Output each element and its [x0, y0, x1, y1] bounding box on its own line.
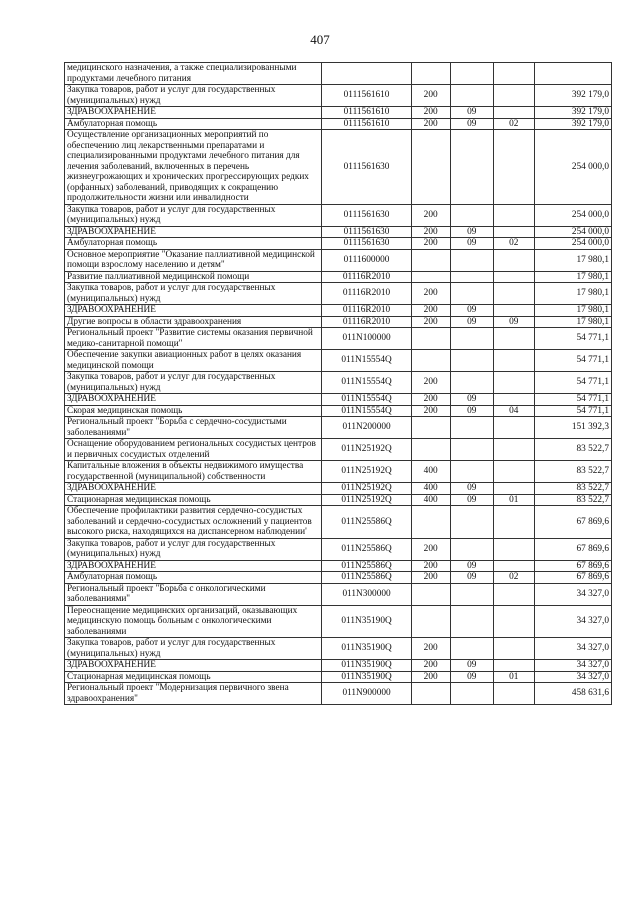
row-subsection	[493, 417, 534, 439]
row-subsection	[493, 660, 534, 672]
row-section	[450, 283, 493, 305]
table-row	[65, 316, 612, 328]
table-row	[65, 305, 612, 317]
row-subsection: 02	[493, 572, 534, 584]
table-row	[65, 461, 612, 483]
page-number: 407	[310, 32, 330, 47]
row-name: Амбулаторная помощь	[65, 118, 322, 130]
row-expense-type: 200	[411, 316, 450, 328]
table-row	[65, 249, 612, 271]
row-amount: 54 771,1	[534, 372, 611, 394]
row-expense-type: 200	[411, 238, 450, 250]
row-subsection	[493, 328, 534, 350]
row-amount: 254 000,0	[534, 226, 611, 238]
table-row	[65, 118, 612, 130]
row-name: ЗДРАВООХРАНЕНИЕ	[65, 305, 322, 317]
row-target-code: 011N15554Q	[322, 405, 411, 417]
row-section	[450, 538, 493, 560]
row-expense-type: 200	[411, 305, 450, 317]
row-amount: 17 980,1	[534, 316, 611, 328]
row-section	[450, 417, 493, 439]
row-target-code: 011N35190Q	[322, 638, 411, 660]
row-section	[450, 638, 493, 660]
row-section: 09	[450, 405, 493, 417]
row-name: Скорая медицинская помощь	[65, 405, 322, 417]
row-subsection: 01	[493, 671, 534, 683]
row-subsection	[493, 683, 534, 705]
row-amount: 67 869,6	[534, 560, 611, 572]
row-expense-type	[411, 271, 450, 283]
row-amount: 392 179,0	[534, 85, 611, 107]
table-row	[65, 204, 612, 226]
row-subsection	[493, 271, 534, 283]
row-amount: 54 771,1	[534, 394, 611, 406]
row-amount	[534, 63, 611, 85]
row-section: 09	[450, 238, 493, 250]
row-target-code: 011N100000	[322, 328, 411, 350]
table-row	[65, 560, 612, 572]
row-target-code: 0111600000	[322, 249, 411, 271]
table-row	[65, 506, 612, 539]
row-expense-type	[411, 130, 450, 205]
row-subsection	[493, 85, 534, 107]
row-subsection	[493, 483, 534, 495]
table-row	[65, 572, 612, 584]
row-target-code: 011N900000	[322, 683, 411, 705]
row-subsection	[493, 226, 534, 238]
row-name: Закупка товаров, работ и услуг для государственных (муниципальных) нужд	[65, 372, 322, 394]
row-expense-type: 200	[411, 405, 450, 417]
row-amount: 67 869,6	[534, 538, 611, 560]
table-row	[65, 683, 612, 705]
row-name: медицинского назначения, а также специализированными продуктами лечебного питания	[65, 63, 322, 85]
row-target-code: 011N35190Q	[322, 660, 411, 672]
row-amount: 392 179,0	[534, 118, 611, 130]
table-row	[65, 238, 612, 250]
row-expense-type: 200	[411, 560, 450, 572]
row-section	[450, 85, 493, 107]
row-amount: 254 000,0	[534, 130, 611, 205]
row-target-code: 0111561630	[322, 238, 411, 250]
row-amount: 17 980,1	[534, 305, 611, 317]
row-target-code: 011N25192Q	[322, 494, 411, 506]
row-amount: 17 980,1	[534, 283, 611, 305]
table-row	[65, 372, 612, 394]
row-target-code: 0111561630	[322, 130, 411, 205]
table-row	[65, 483, 612, 495]
row-section	[450, 328, 493, 350]
row-expense-type: 200	[411, 204, 450, 226]
row-expense-type: 400	[411, 483, 450, 495]
row-target-code: 011N25192Q	[322, 483, 411, 495]
row-section	[450, 271, 493, 283]
row-section: 09	[450, 394, 493, 406]
row-target-code: 011N25586Q	[322, 506, 411, 539]
row-name: ЗДРАВООХРАНЕНИЕ	[65, 483, 322, 495]
table-row	[65, 494, 612, 506]
row-target-code: 011N35190Q	[322, 605, 411, 638]
row-subsection: 09	[493, 316, 534, 328]
row-name: ЗДРАВООХРАНЕНИЕ	[65, 394, 322, 406]
row-subsection	[493, 461, 534, 483]
row-target-code: 011N25586Q	[322, 560, 411, 572]
row-name: Региональный проект "Модернизация первичного звена здравоохранения"	[65, 683, 322, 705]
row-section	[450, 249, 493, 271]
row-name: Стационарная медицинская помощь	[65, 494, 322, 506]
row-name: Региональный проект "Борьба с сердечно-сосудистыми заболеваниями"	[65, 417, 322, 439]
row-name: ЗДРАВООХРАНЕНИЕ	[65, 226, 322, 238]
row-subsection	[493, 439, 534, 461]
table-row	[65, 107, 612, 119]
row-amount: 254 000,0	[534, 204, 611, 226]
row-name: ЗДРАВООХРАНЕНИЕ	[65, 560, 322, 572]
row-expense-type: 200	[411, 118, 450, 130]
row-subsection	[493, 204, 534, 226]
row-expense-type: 400	[411, 461, 450, 483]
row-section	[450, 372, 493, 394]
row-name: Другие вопросы в области здравоохранения	[65, 316, 322, 328]
row-section	[450, 605, 493, 638]
table-row	[65, 271, 612, 283]
row-expense-type	[411, 249, 450, 271]
row-amount: 34 327,0	[534, 638, 611, 660]
row-amount: 54 771,1	[534, 328, 611, 350]
row-section	[450, 63, 493, 85]
row-section: 09	[450, 660, 493, 672]
row-section: 09	[450, 671, 493, 683]
row-expense-type: 200	[411, 572, 450, 584]
table-row	[65, 605, 612, 638]
row-target-code: 011N25586Q	[322, 538, 411, 560]
row-expense-type	[411, 417, 450, 439]
row-name: Основное мероприятие "Оказание паллиативной медицинской помощи взрослому населению и детям"	[65, 249, 322, 271]
row-target-code: 0111561630	[322, 204, 411, 226]
row-name: Осуществление организационных мероприятий по обеспечению лиц лекарственными препаратами и специализированными продуктами лечебного питания для лечения заболеваний, включенных в перечень жизнеугрожающих и хронических прогрессирующих редких (орфанных) заболеваний, приводящих к сокращению продолжительности жизни или инвалидности	[65, 130, 322, 205]
row-amount: 83 522,7	[534, 483, 611, 495]
row-subsection	[493, 350, 534, 372]
row-expense-type	[411, 506, 450, 539]
table-row	[65, 671, 612, 683]
row-amount: 17 980,1	[534, 249, 611, 271]
table-row	[65, 130, 612, 205]
row-target-code: 011N200000	[322, 417, 411, 439]
row-target-code: 01116R2010	[322, 305, 411, 317]
table-row	[65, 350, 612, 372]
row-target-code: 01116R2010	[322, 271, 411, 283]
row-name: Оснащение оборудованием региональных сосудистых центров и первичных сосудистых отделений	[65, 439, 322, 461]
row-amount: 392 179,0	[534, 107, 611, 119]
row-name: Капитальные вложения в объекты недвижимого имущества государственной (муниципальной) собственности	[65, 461, 322, 483]
budget-table-body	[65, 63, 612, 705]
row-name: Закупка товаров, работ и услуг для государственных (муниципальных) нужд	[65, 283, 322, 305]
row-amount: 67 869,6	[534, 506, 611, 539]
row-amount: 34 327,0	[534, 605, 611, 638]
row-section: 09	[450, 226, 493, 238]
row-amount: 254 000,0	[534, 238, 611, 250]
row-target-code	[322, 63, 411, 85]
row-target-code: 0111561630	[322, 226, 411, 238]
row-subsection	[493, 538, 534, 560]
row-subsection: 01	[493, 494, 534, 506]
row-section	[450, 350, 493, 372]
row-section	[450, 130, 493, 205]
row-target-code: 011N15554Q	[322, 394, 411, 406]
row-section: 09	[450, 316, 493, 328]
row-subsection	[493, 372, 534, 394]
row-expense-type: 200	[411, 660, 450, 672]
row-expense-type: 200	[411, 226, 450, 238]
row-name: Амбулаторная помощь	[65, 572, 322, 584]
row-expense-type	[411, 439, 450, 461]
row-subsection	[493, 130, 534, 205]
table-row	[65, 328, 612, 350]
row-section	[450, 461, 493, 483]
table-row	[65, 417, 612, 439]
row-amount: 83 522,7	[534, 461, 611, 483]
row-amount: 17 980,1	[534, 271, 611, 283]
row-name: Обеспечение профилактики развития сердечно-сосудистых заболеваний и сердечно-сосудистых осложнений у пациентов высокого риска, находящихся на диспансерном наблюдении'	[65, 506, 322, 539]
row-section	[450, 204, 493, 226]
row-expense-type: 200	[411, 85, 450, 107]
row-subsection	[493, 506, 534, 539]
row-target-code: 0111561610	[322, 85, 411, 107]
row-expense-type: 200	[411, 638, 450, 660]
row-name: Закупка товаров, работ и услуг для государственных (муниципальных) нужд	[65, 85, 322, 107]
row-name: Стационарная медицинская помощь	[65, 671, 322, 683]
row-expense-type: 200	[411, 394, 450, 406]
row-target-code: 0111561610	[322, 107, 411, 119]
row-amount: 67 869,6	[534, 572, 611, 584]
row-target-code: 011N15554Q	[322, 372, 411, 394]
row-expense-type	[411, 683, 450, 705]
row-target-code: 011N15554Q	[322, 350, 411, 372]
row-expense-type: 200	[411, 283, 450, 305]
row-expense-type: 200	[411, 372, 450, 394]
row-subsection	[493, 283, 534, 305]
row-expense-type: 400	[411, 494, 450, 506]
row-subsection	[493, 107, 534, 119]
row-subsection	[493, 638, 534, 660]
table-row	[65, 638, 612, 660]
row-name: Региональный проект "Развитие системы оказания первичной медико-санитарной помощи"	[65, 328, 322, 350]
row-subsection	[493, 63, 534, 85]
row-section	[450, 439, 493, 461]
row-expense-type: 200	[411, 538, 450, 560]
row-name: Закупка товаров, работ и услуг для государственных (муниципальных) нужд	[65, 538, 322, 560]
row-name: ЗДРАВООХРАНЕНИЕ	[65, 107, 322, 119]
table-row	[65, 63, 612, 85]
row-amount: 34 327,0	[534, 660, 611, 672]
row-target-code: 011N25192Q	[322, 439, 411, 461]
table-row	[65, 439, 612, 461]
row-target-code: 0111561610	[322, 118, 411, 130]
row-name: Развитие паллиативной медицинской помощи	[65, 271, 322, 283]
budget-table	[64, 62, 612, 705]
table-row	[65, 583, 612, 605]
table-row	[65, 85, 612, 107]
row-expense-type	[411, 583, 450, 605]
row-section: 09	[450, 107, 493, 119]
row-expense-type	[411, 350, 450, 372]
row-name: Региональный проект "Борьба с онкологическими заболеваниями"	[65, 583, 322, 605]
table-row	[65, 538, 612, 560]
row-expense-type: 200	[411, 671, 450, 683]
row-subsection: 02	[493, 118, 534, 130]
row-subsection	[493, 560, 534, 572]
row-section: 09	[450, 483, 493, 495]
row-amount: 83 522,7	[534, 494, 611, 506]
row-expense-type	[411, 63, 450, 85]
row-section: 09	[450, 494, 493, 506]
table-row	[65, 226, 612, 238]
row-section	[450, 506, 493, 539]
table-row	[65, 283, 612, 305]
row-subsection	[493, 305, 534, 317]
row-target-code: 011N25192Q	[322, 461, 411, 483]
row-amount: 34 327,0	[534, 583, 611, 605]
table-row	[65, 394, 612, 406]
row-name: ЗДРАВООХРАНЕНИЕ	[65, 660, 322, 672]
row-section: 09	[450, 560, 493, 572]
row-name: Обеспечение закупки авиационных работ в целях оказания медицинской помощи	[65, 350, 322, 372]
row-subsection	[493, 249, 534, 271]
row-section: 09	[450, 118, 493, 130]
row-name: Закупка товаров, работ и услуг для государственных (муниципальных) нужд	[65, 638, 322, 660]
row-subsection	[493, 605, 534, 638]
row-subsection: 04	[493, 405, 534, 417]
row-target-code: 011N25586Q	[322, 572, 411, 584]
row-target-code: 011N300000	[322, 583, 411, 605]
row-amount: 34 327,0	[534, 671, 611, 683]
row-subsection: 02	[493, 238, 534, 250]
row-target-code: 011N35190Q	[322, 671, 411, 683]
row-subsection	[493, 583, 534, 605]
table-row	[65, 405, 612, 417]
row-target-code: 01116R2010	[322, 283, 411, 305]
row-amount: 54 771,1	[534, 350, 611, 372]
row-name: Переоснащение медицинских организаций, оказывающих медицинскую помощь больным с онкологическими заболеваниями	[65, 605, 322, 638]
row-target-code: 01116R2010	[322, 316, 411, 328]
row-expense-type: 200	[411, 107, 450, 119]
row-section: 09	[450, 572, 493, 584]
row-section	[450, 683, 493, 705]
row-amount: 83 522,7	[534, 439, 611, 461]
row-section: 09	[450, 305, 493, 317]
table-row	[65, 660, 612, 672]
row-amount: 151 392,3	[534, 417, 611, 439]
row-name: Закупка товаров, работ и услуг для государственных (муниципальных) нужд	[65, 204, 322, 226]
row-amount: 458 631,6	[534, 683, 611, 705]
row-section	[450, 583, 493, 605]
row-amount: 54 771,1	[534, 405, 611, 417]
row-subsection	[493, 394, 534, 406]
row-expense-type	[411, 605, 450, 638]
row-expense-type	[411, 328, 450, 350]
row-name: Амбулаторная помощь	[65, 238, 322, 250]
